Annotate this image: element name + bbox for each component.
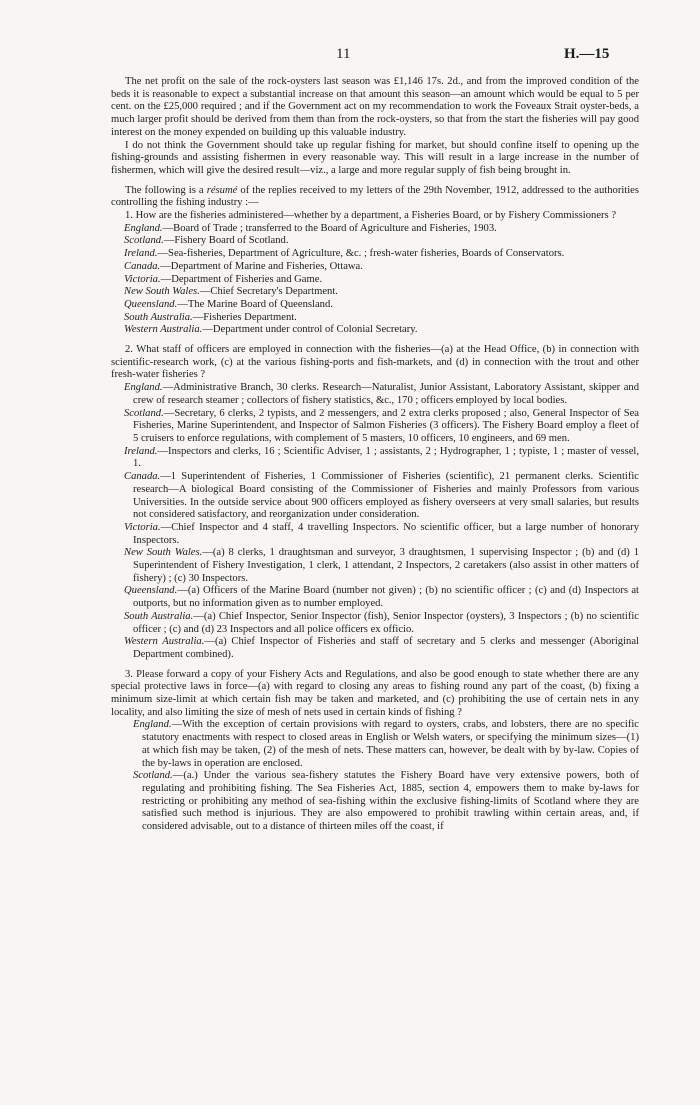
paragraph-government-role: I do not think the Government should take up regular fishing for market, but should confine itself to opening up the fishing-grounds and assisting fishermen in every reasonable way. This will result in a large increase in the number of fishermen, which will give the desired result—viz., a large and more regular supply of fish being brought in. — [111, 139, 639, 176]
page-header — [0, 48, 700, 64]
document-reference: H.—15 — [564, 46, 610, 62]
answer-label: New South Wales. — [124, 547, 203, 559]
question-2: 2. What staff of officers are employed in connection with the fisheries—(a) at the Head Office, (b) in connection with scientific-research work, (c) at the various fishing-ports and fish-markets, and (d) in connection with the trout and other fresh-water fisheries ? — [111, 344, 639, 381]
paragraph-resume-intro — [111, 185, 639, 210]
answer-text: —Inspectors and clerks, 16 ; Scientific Adviser, 1 ; assistants, 2 ; Hydrographer, 1 ; typiste, 1 ; master of vessel, 1. — [133, 445, 639, 470]
answer-label: Scotland. — [124, 407, 164, 419]
answer-label: Queensland. — [124, 298, 178, 310]
answers-question-1 — [111, 223, 639, 337]
answer-text: —Department of Marine and Fisheries, Ottawa. — [160, 260, 363, 272]
answer-text: —With the exception of certain provisions with regard to oysters, crabs, and lobsters, there are no specific statutory enactments with respect to closed areas in English or Welsh waters, or specifying the minimum sizes—(1) at which fish may be taken, (2) of the mesh of nets. These matters can, however, be dealt with by by-law. Copies of the by-laws in operation are enclosed. — [142, 719, 639, 769]
answer-item — [111, 719, 639, 770]
answer-item — [111, 547, 639, 585]
answer-label: Canada. — [124, 471, 161, 483]
answer-text: —Chief Secretary's Department. — [199, 286, 338, 298]
answer-item — [111, 299, 639, 312]
answer-item — [111, 522, 639, 547]
answer-label: Queensland. — [124, 585, 178, 597]
answer-item — [111, 636, 639, 661]
answer-text: —Secretary, 6 clerks, 2 typists, and 2 messengers, and 2 extra clerks proposed ; also, General Inspector of Sea Fisheries, Marine Superintendent, and Inspector of Salmon Fisheries (3 officers). The Fishery Board employ a fleet of 5 cruisers to enforce regulations, with complement of 5 masters, 10 officers, 10 engineers, and 69 men. — [133, 407, 639, 444]
answer-text: —Sea-fisheries, Department of Agriculture, &c. ; fresh-water fisheries, Boards of Conservators. — [157, 248, 565, 260]
answer-item — [111, 248, 639, 261]
answer-text: —Chief Inspector and 4 staff, 4 travelling Inspectors. No scientific officer, but a large number of honorary Inspectors. — [133, 521, 639, 546]
answer-item — [111, 382, 639, 407]
answer-item — [111, 446, 639, 471]
answer-item — [111, 274, 639, 287]
answer-text: —Fishery Board of Scotland. — [163, 235, 289, 247]
answer-text: —1 Superintendent of Fisheries, 1 Commissioner of Fisheries (scientific), 21 permanent clerks. Scientific research—A biological Board consisting of the Commissioner of Fisheries and mainly Professors from various Universities. In the outside service about 900 officers employed as fishery overseers at very small salaries, but results not considered satisfactory, and reorganization under consideration. — [133, 471, 639, 521]
answer-label: South Australia. — [124, 610, 194, 622]
answer-label: England. — [133, 719, 172, 731]
answer-label: Ireland. — [124, 445, 158, 457]
answer-text: —The Marine Board of Queensland. — [177, 298, 333, 310]
answer-label: Victoria. — [124, 521, 161, 533]
answers-question-2 — [111, 382, 639, 661]
answer-label: South Australia. — [124, 311, 193, 323]
intro-text-end: of the replies received to my letters of the 29th November, 1912, addressed to the authorities controlling the fishing industry :— — [111, 184, 639, 209]
answers-question-3 — [111, 719, 639, 833]
answer-text: —Administrative Branch, 30 clerks. Research—Naturalist, Junior Assistant, Laboratory Assistant, skipper and crew of research steamer ; collectors of fishery statistics, &c., 170 ; officers employed by local bodies. — [133, 382, 639, 406]
answer-text: —(a.) Under the various sea-fishery statutes the Fishery Board have very extensive powers, both of regulating and prohibiting fishing. The Sea Fisheries Act, 1885, section 4, empowers them to make by-laws for restricting or prohibiting any method of sea-fishing within the exclusive fishing-limits of Scotland where they are satisfied such method is injurious. They are also empowered to prohibit trawling within certain areas, and, if considered advisable, out to a distance of thirteen miles off the coast, if — [142, 770, 639, 833]
answer-item — [111, 286, 639, 299]
question-3: 3. Please forward a copy of your Fishery Acts and Regulations, and also be good enough to state whether there are any special protective laws in force—(a) with regard to closing any areas to fishing round any part of the coast, (b) fixing a minimum size-limit at which certain fish may be taken and marketed, and (c) prohibiting the use of certain nets in any locality, and also limiting the size of mesh of nets used in certain kinds of fishing ? — [111, 668, 639, 718]
answer-label: England. — [124, 222, 163, 234]
answer-label: Scotland. — [124, 235, 164, 247]
answer-text: —(a) Officers of the Marine Board (number not given) ; (b) no scientific officer ; (c) and (d) Inspectors at outports, but no information given as to number employed. — [133, 585, 639, 610]
answer-item — [111, 611, 639, 636]
answer-label: Western Australia. — [124, 636, 205, 648]
answer-text: —(a) Chief Inspector of Fisheries and staff of secretary and 5 clerks and messenger (Aboriginal Department combined). — [133, 636, 639, 660]
answer-text: —Fisheries Department. — [192, 311, 297, 323]
answer-item — [111, 770, 639, 834]
answer-label: Ireland. — [124, 248, 158, 260]
intro-text-start: The following is a — [125, 184, 207, 196]
answer-item — [111, 408, 639, 446]
answer-label: New South Wales. — [124, 286, 200, 298]
answer-item — [111, 471, 639, 522]
answer-item — [111, 312, 639, 325]
page-number: 11 — [336, 46, 351, 62]
answer-text: —(a) 8 clerks, 1 draughtsman and surveyor, 3 draughtsmen, 1 supervising Inspector ; (b) and (d) 1 Superintendent of Fishery Investigation, 1 clerk, 1 attendant, 2 Inspectors, 2 caretakers (also assist in other matters of fishery) ; (c) 30 Inspectors. — [133, 547, 640, 584]
intro-italic-resume: résumé — [206, 184, 238, 196]
answer-item — [111, 235, 639, 248]
paragraph-net-profit: The net profit on the sale of the rock-oysters last season was £1,146 17s. 2d., and from the improved condition of the beds it is reasonable to expect a substantial increase on that amount this season—an amount which would be equal to 5 per cent. on the £25,000 required ; and if the Government act on my recommendation to work the Foveaux Strait oyster-beds, a much larger profit should be derived from them than from the rock-oysters, so that from the start the fisheries will pay good interest on the money expended on building up this valuable industry. — [111, 76, 639, 138]
answer-label: Western Australia. — [124, 324, 203, 336]
answer-text: —Department under control of Colonial Secretary. — [202, 324, 418, 336]
answer-label: Scotland. — [133, 770, 173, 782]
answer-item — [111, 324, 639, 337]
question-1: 1. How are the fisheries administered—whether by a department, a Fisheries Board, or by Fishery Commissioners ? — [125, 210, 617, 222]
answer-label: Canada. — [124, 260, 161, 272]
answer-item — [111, 585, 639, 610]
answer-text: —(a) Chief Inspector, Senior Inspector (fish), Senior Inspector (oysters), 3 Inspectors ; (b) no scientific officer ; (c) and (d) 23 Inspectors and all police officers ex officio. — [133, 610, 639, 635]
answer-item — [111, 261, 639, 274]
document-body — [111, 76, 639, 834]
answer-label: Victoria. — [124, 273, 161, 285]
answer-text: —Board of Trade ; transferred to the Board of Agriculture and Fisheries, 1903. — [162, 222, 497, 234]
answer-text: —Department of Fisheries and Game. — [160, 273, 323, 285]
answer-item — [111, 223, 639, 236]
answer-label: England. — [124, 382, 163, 394]
